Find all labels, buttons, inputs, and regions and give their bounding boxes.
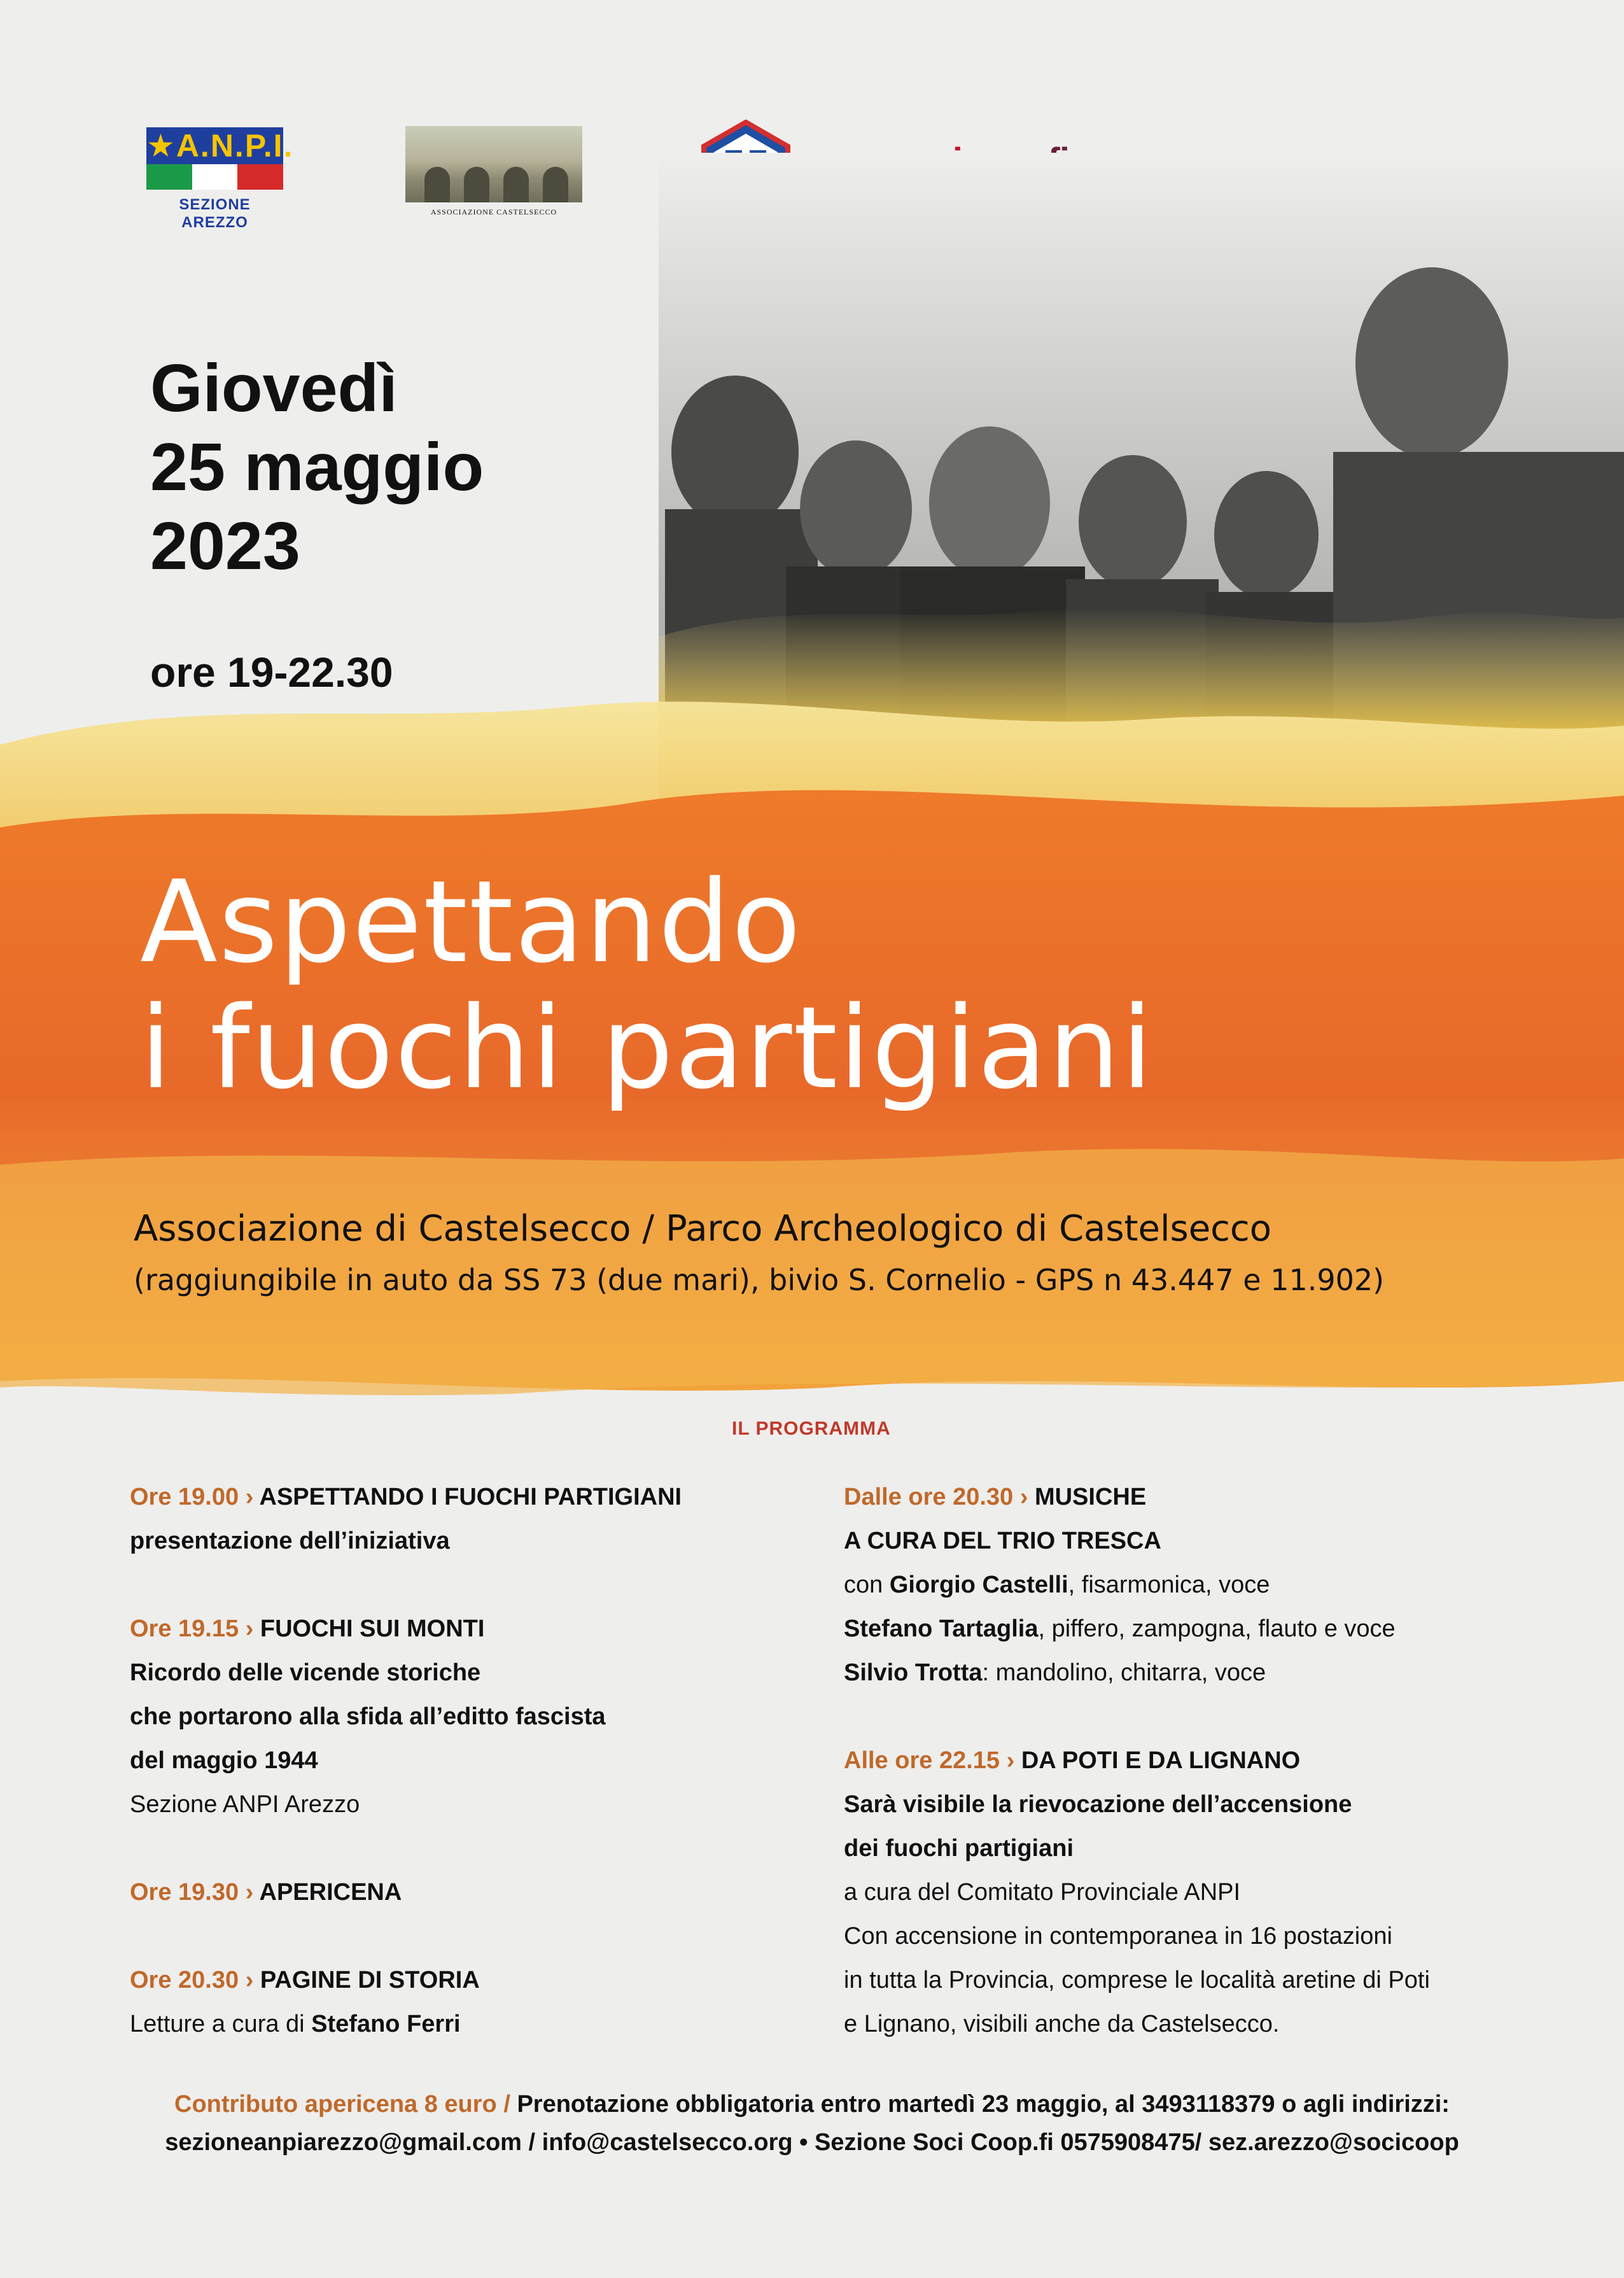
castelsecco-caption: ASSOCIAZIONE CASTELSECCO: [430, 207, 557, 216]
program-item: [844, 1475, 1576, 1695]
program-item-line: Ricordo delle vicende storiche: [130, 1659, 481, 1686]
footer-contacts: sezioneanpiarezzo@gmail.com / info@castelsecco.org • Sezione Soci Coop.fi 0575908475/ sez.arezzo@socicoop: [165, 2129, 1459, 2156]
program-item-line: Silvio Trotta: mandolino, chitarra, voce: [844, 1659, 1266, 1686]
program-item-title: FUOCHI SUI MONTI: [260, 1615, 485, 1642]
musician-name: Giorgio Castelli: [889, 1571, 1068, 1598]
program-item-line: Stefano Tartaglia, piffero, zampogna, flauto e voce: [844, 1615, 1396, 1642]
musician-name: Stefano Tartaglia: [844, 1615, 1039, 1642]
footer-booking-text: Prenotazione obbligatoria entro martedì 23 maggio, al 3493118379 o agli indirizzi:: [517, 2091, 1450, 2118]
program-left-column: [130, 1475, 804, 2046]
program-item-line: e Lignano, visibili anche da Castelsecco.: [844, 2011, 1280, 2037]
castelsecco-logo: [405, 126, 582, 217]
event-date: [150, 349, 484, 586]
event-location: Associazione di Castelsecco / Parco Archeologico di Castelsecco: [134, 1208, 1271, 1249]
event-date-text: 25 maggio: [150, 430, 484, 505]
program-item-time: Ore 20.30 ›: [130, 1967, 260, 1993]
program-item-line: che portarono alla sfida all’editto fascista: [130, 1703, 606, 1730]
program-item: [130, 1871, 804, 1915]
program-heading: IL PROGRAMMA: [732, 1418, 891, 1439]
program-item-line: Letture a cura di Stefano Ferri: [130, 2011, 461, 2037]
program-item-title: DA POTI E DA LIGNANO: [1021, 1747, 1301, 1774]
program-item-line: del maggio 1944: [130, 1747, 318, 1774]
event-directions: (raggiungibile in auto da SS 73 (due mari), bivio S. Cornelio - GPS n 43.447 e 11.902): [134, 1263, 1385, 1297]
program-item: [130, 1958, 804, 2046]
program-item-time: Dalle ore 20.30 ›: [844, 1484, 1035, 1510]
reader-name: Stefano Ferri: [311, 2011, 461, 2037]
castle-ruins-image: [405, 126, 582, 202]
program-item-line: in tutta la Provincia, comprese le località aretine di Poti: [844, 1967, 1430, 1993]
event-title-line1: Aspettando: [140, 856, 802, 988]
anpi-section-label: SEZIONE AREZZO: [179, 196, 251, 231]
program-item: [844, 1739, 1576, 2046]
program-item-title: APERICENA: [259, 1879, 402, 1906]
program-item-line: presentazione dell’iniziativa: [130, 1528, 450, 1554]
program-item-line: Sarà visibile la rievocazione dell’accensione: [844, 1791, 1352, 1818]
program-item-title: PAGINE DI STORIA: [260, 1967, 480, 1993]
event-title-line2: i fuochi partigiani: [140, 982, 1154, 1114]
event-title: [140, 856, 1154, 1114]
event-hours: ore 19-22.30: [150, 649, 393, 696]
program-item-time: Alle ore 22.15 ›: [844, 1747, 1021, 1774]
footer-contribution: Contributo apericena 8 euro /: [174, 2091, 517, 2118]
program-item-line: Sezione ANPI Arezzo: [130, 1791, 360, 1818]
program-item-line: Con accensione in contemporanea in 16 postazioni: [844, 1923, 1392, 1950]
program-item: [130, 1607, 804, 1827]
italian-flag-icon: [146, 164, 283, 190]
anpi-logo-name: ★A.N.P.I.: [146, 128, 294, 164]
program-item-line: con Giorgio Castelli, fisarmonica, voce: [844, 1571, 1270, 1598]
program-item-title: ASPETTANDO I FUOCHI PARTIGIANI: [259, 1484, 682, 1510]
musician-name: Silvio Trotta: [844, 1659, 983, 1686]
program-item-time: Ore 19.15 ›: [130, 1615, 260, 1642]
program-item-time: Ore 19.00 ›: [130, 1484, 260, 1510]
event-year: 2023: [150, 509, 300, 584]
program-item-time: Ore 19.30 ›: [130, 1879, 260, 1906]
program-item-line: A CURA DEL TRIO TRESCA: [844, 1528, 1161, 1554]
footer-booking: [0, 2091, 1624, 2118]
program-item-line: dei fuochi partigiani: [844, 1835, 1074, 1862]
program-item: [130, 1475, 804, 1563]
anpi-logo: [146, 127, 294, 232]
program-right-column: [844, 1475, 1576, 2046]
program-item-title: MUSICHE: [1034, 1484, 1147, 1510]
program-item-line: a cura del Comitato Provinciale ANPI: [844, 1879, 1241, 1906]
event-day: Giovedì: [150, 351, 398, 426]
